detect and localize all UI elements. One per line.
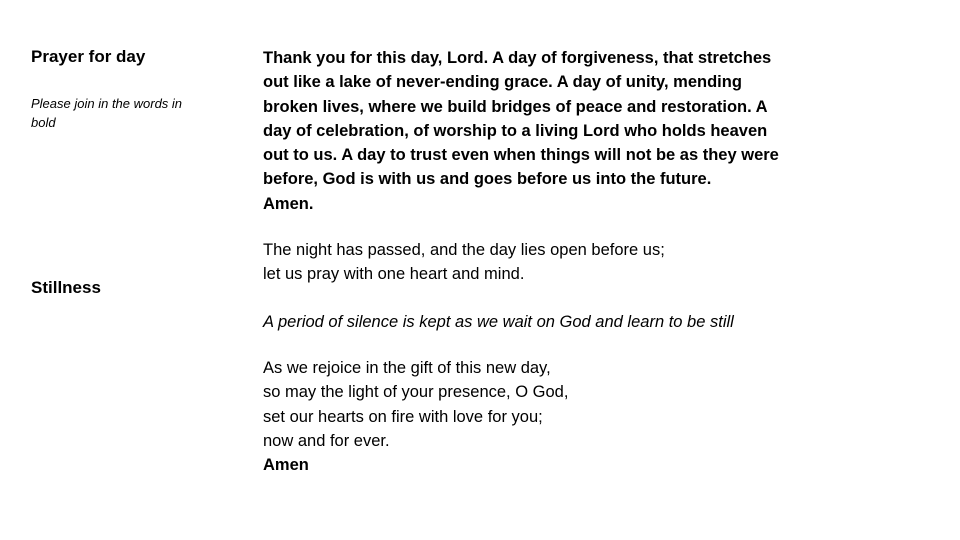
opening-words xyxy=(263,238,833,287)
closing-line: set our hearts on fire with love for you; xyxy=(263,407,543,426)
prayer-line: Thank you for this day, Lord. A day of forgiveness, that stretches xyxy=(263,49,772,67)
opening-line: The night has passed, and the day lies open before us; xyxy=(263,241,665,259)
closing-line: As we rejoice in the gift of this new day, xyxy=(263,359,551,377)
opening-line: let us pray with one heart and mind. xyxy=(263,265,525,284)
prayer-line: out like a lake of never-ending grace. A day of unity, mending xyxy=(263,73,742,92)
instruction-line: Please join in the words in xyxy=(31,96,183,111)
stillness-heading: Stillness xyxy=(31,278,101,297)
instruction-note xyxy=(31,94,216,132)
instruction-line: bold xyxy=(31,115,56,130)
silence-instruction: A period of silence is kept as we wait on God and learn to be still xyxy=(263,313,734,331)
prayer-line: before, God is with us and goes before us into the future. xyxy=(263,170,712,189)
daily-prayer xyxy=(263,46,833,216)
prayer-for-day-heading: Prayer for day xyxy=(31,47,146,66)
prayer-line: day of celebration, of worship to a living Lord who holds heaven xyxy=(263,121,768,140)
closing-line: now and for ever. xyxy=(263,431,390,450)
prayer-line: out to us. A day to trust even when things will not be as they were xyxy=(263,146,779,165)
closing-line: so may the light of your presence, O God, xyxy=(263,383,569,402)
prayer-amen: Amen. xyxy=(263,194,314,213)
closing-amen: Amen xyxy=(263,456,309,475)
prayer-line: broken lives, where we build bridges of peace and restoration. A xyxy=(263,97,768,116)
closing-prayer xyxy=(263,356,833,477)
